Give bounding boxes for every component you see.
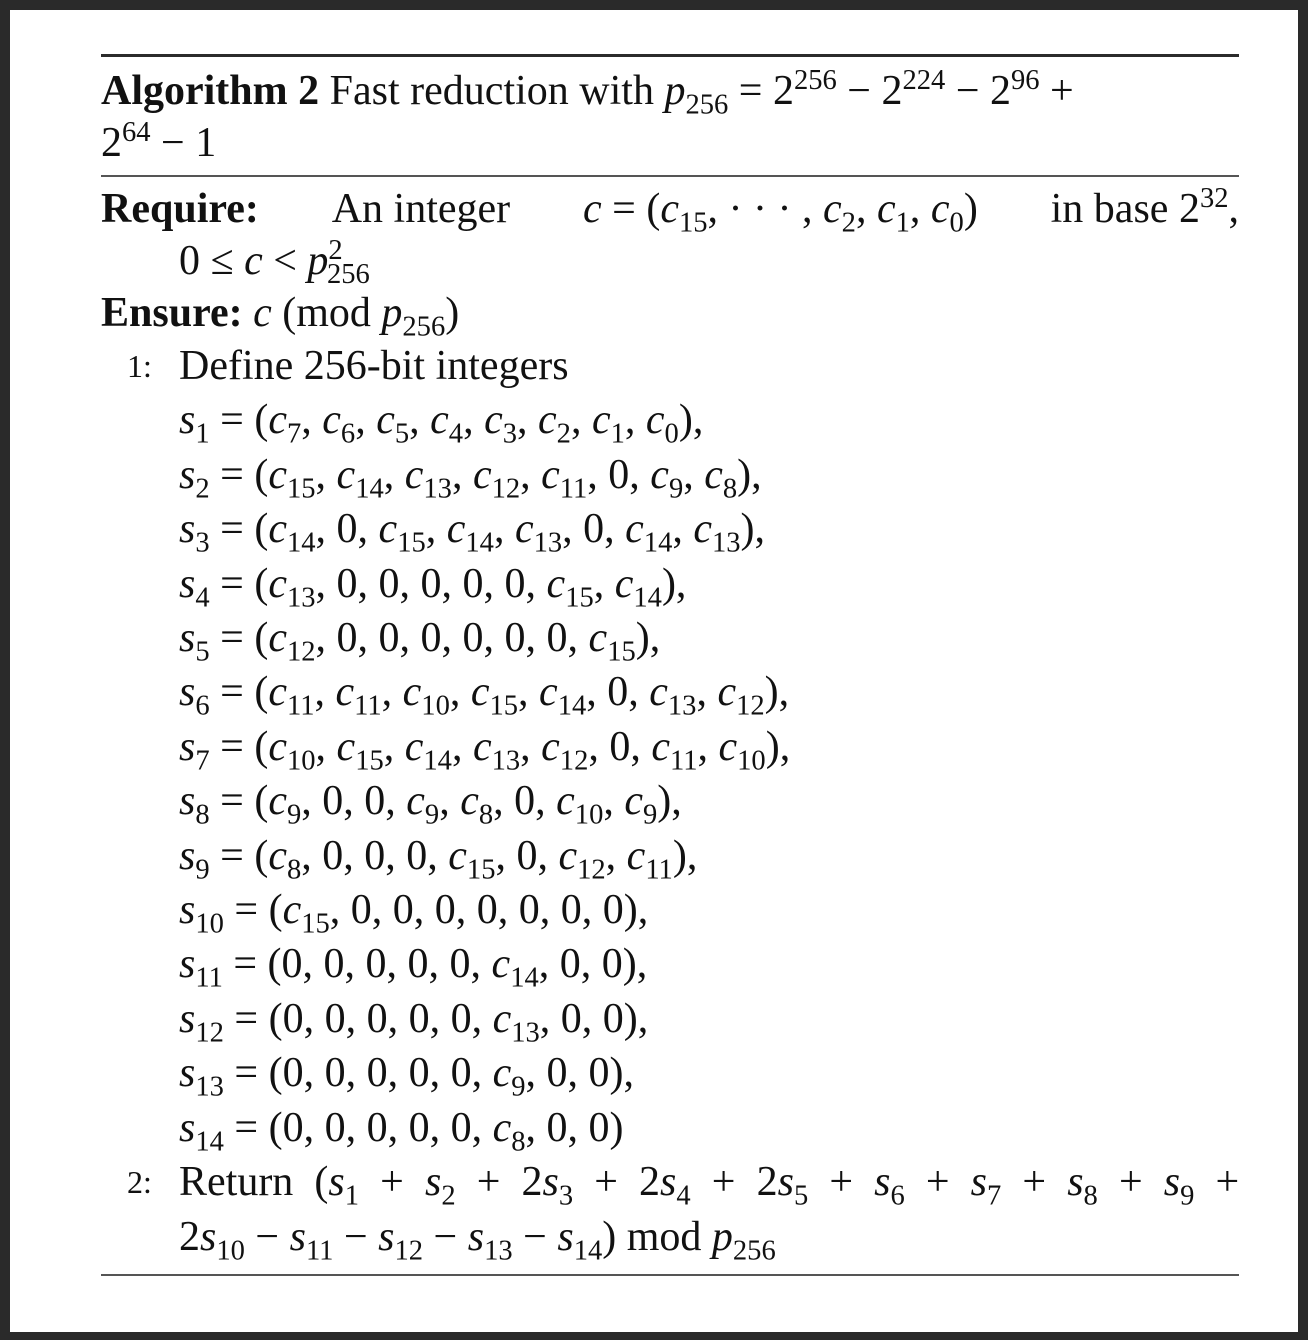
require-text-before: An integer [331,186,511,232]
return-formula-line2: $2s_{10} - s_{11} - s_{12} - s_{13} - s_{14}$) mod $p_{256}$ [179,1213,776,1266]
algorithm-box [101,54,1239,1276]
ensure-block [101,287,1239,343]
step-1 [101,339,1239,393]
algorithm-steps [101,339,1239,1264]
definition-s8: $s_8 = (c_9$, 0, 0, $c_9$, $c_8$, 0, $c_{10}$, $c_9$), [179,778,682,831]
step-text: Define 256-bit integers [179,343,569,389]
step-text: Return [179,1159,294,1206]
require-block [101,177,1239,291]
require-bound: $0 \le c < p^2_{256}$ [179,235,370,291]
definition-s12: $s_{12} = (0$, 0, 0, 0, 0, $c_{13}$, 0, 0), [179,995,649,1049]
definition-s2: $s_2 = (c_{15}$, $c_{14}$, $c_{13}$, $c_{12}$, $c_{11}$, 0, $c_9$, $c_8$), [179,451,762,505]
return-formula-line1: ($s_1 + s_2 + 2s_3 + 2s_4 + 2s_5 + s_6 + s_7 + s_8 + s_9$ + [314,1159,1240,1212]
step-number: 1: [127,348,152,384]
ensure-formula: c (mod $p_{256}$) [253,290,460,343]
definition-s9: $s_9 = (c_8$, 0, 0, 0, $c_{15}$, 0, $c_{12}$, $c_{11}$), [179,832,698,886]
caption-text: Fast reduction with [329,68,654,114]
definition-s11: $s_{11} = (0$, 0, 0, 0, 0, $c_{14}$, 0, 0), [179,941,648,994]
algorithm-caption [101,57,1239,175]
definition-s6: $s_6 = (c_{11}$, $c_{11}$, $c_{10}$, $c_{15}$, $c_{14}$, 0, $c_{13}$, $c_{12}$), [179,669,790,722]
definition-s10: $s_{10} = (c_{15}$, 0, 0, 0, 0, 0, 0, 0), [179,887,649,940]
ensure-keyword: Ensure: [101,290,243,336]
require-keyword: Require: [101,186,259,232]
caption-formula-line2: $2^{64} - 1$ [101,117,217,166]
step-2 [101,1155,1239,1264]
definition-s7: $s_7 = (c_{10}$, $c_{15}$, $c_{14}$, $c_{13}$, $c_{12}$, 0, $c_{11}$, $c_{10}$), [179,723,791,777]
require-formula: $c = (c_{15}$, · · · , $c_2$, $c_1$, $c_0$) [582,186,978,239]
definition-s4: $s_4 = (c_{13}$, 0, 0, 0, 0, 0, $c_{15}$, $c_{14}$), [179,560,687,614]
definition-s1: $s_1 = (c_7$, $c_6$, $c_5$, $c_4$, $c_3$, $c_2$, $c_1$, $c_0$), [179,397,704,450]
document-page [10,10,1298,1332]
caption-formula-line1: $p_{256} = 2^{256} - 2^{224} - 2^{96}$ + [664,65,1074,121]
definition-s13: $s_{13} = (0$, 0, 0, 0, 0, $c_9$, 0, 0), [179,1050,635,1103]
step-number: 2: [127,1164,152,1201]
return-line1 [179,1155,1240,1212]
definition-s14: $s_{14} = (0$, 0, 0, 0, 0, $c_8$, 0, 0) [179,1104,624,1158]
require-text-after: in base $2^{32}$, [1050,183,1239,232]
definition-s5: $s_5 = (c_{12}$, 0, 0, 0, 0, 0, 0, $c_{15}$), [179,615,661,668]
bottom-rule [101,1274,1239,1276]
algorithm-label: Algorithm 2 [101,68,320,114]
definition-s3: $s_3 = (c_{14}$, 0, $c_{15}$, $c_{14}$, $c_{13}$, 0, $c_{14}$, $c_{13}$), [179,506,766,559]
